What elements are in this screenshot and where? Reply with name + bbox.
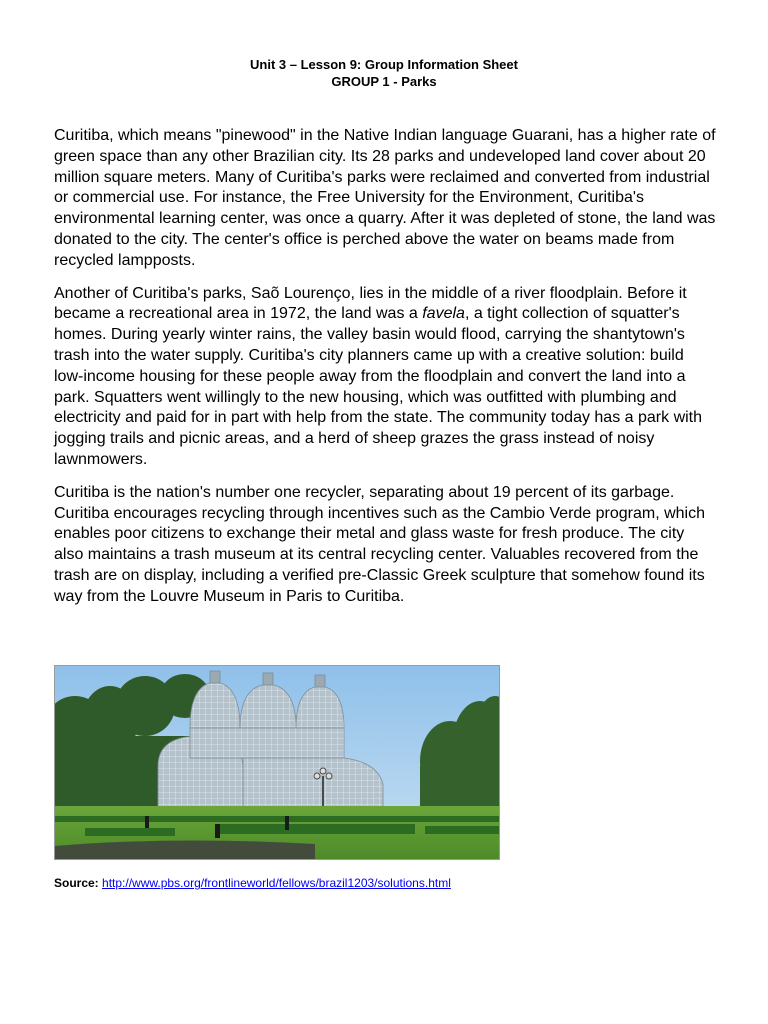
paragraph-2 <box>54 284 716 471</box>
title-line-2: GROUP 1 - Parks <box>331 74 437 89</box>
document-header <box>0 56 768 90</box>
favela-italic: favela <box>422 305 465 323</box>
source-link[interactable]: http://www.pbs.org/frontlineworld/fellows/brazil1203/solutions.html <box>102 876 451 890</box>
botanical-garden-photo <box>54 665 500 860</box>
article-body <box>54 126 716 620</box>
source-line <box>54 876 451 890</box>
paragraph-2-text-b: , a tight collection of squatter's homes. During yearly winter rains, the valley basin would flood, carrying the shantytown's trash into the water supply. Curitiba's city planners came up with a creative solution: build low-income housing for these people away from the floodplain and convert the land into a park. Squatters went willingly to the new housing, which was outfitted with plumbing and electricity and paid for in part with help from the state. The community today has a park with jogging trails and picnic areas, and a herd of sheep grazes the grass instead of noisy lawnmowers. <box>54 305 703 468</box>
source-label: Source: <box>54 876 99 890</box>
paragraph-2-text-a: Another of Curitiba's parks, Saõ Lourenço, lies in the middle of a river floodplain. Before it became a recreational area in 1972, the land was a <box>54 284 687 323</box>
paragraph-1: Curitiba, which means "pinewood" in the Native Indian language Guarani, has a higher rate of green space than any other Brazilian city. Its 28 parks and undeveloped land cover about 20 million square meters. Many of Curitiba's parks were reclaimed and converted from industrial or commercial use. For instance, the Free University for the Environment, Curitiba's environmental learning center, was once a quarry. After it was depleted of stone, the land was donated to the city. The center's office is perched above the water on beams made from recycled lampposts. <box>54 127 716 269</box>
paragraph-3: Curitiba is the nation's number one recycler, separating about 19 percent of its garbage. Curitiba encourages recycling through incentives such as the Cambio Verde program, which enables poor citizens to exchange their metal and glass waste for fresh produce. The city also maintains a trash museum at its central recycling center. Valuables recovered from the trash are on display, including a verified pre-Classic Greek sculpture that somehow found its way from the Louvre Museum in Paris to Curitiba. <box>54 483 706 605</box>
title-line-1: Unit 3 – Lesson 9: Group Information Sheet <box>250 57 518 72</box>
